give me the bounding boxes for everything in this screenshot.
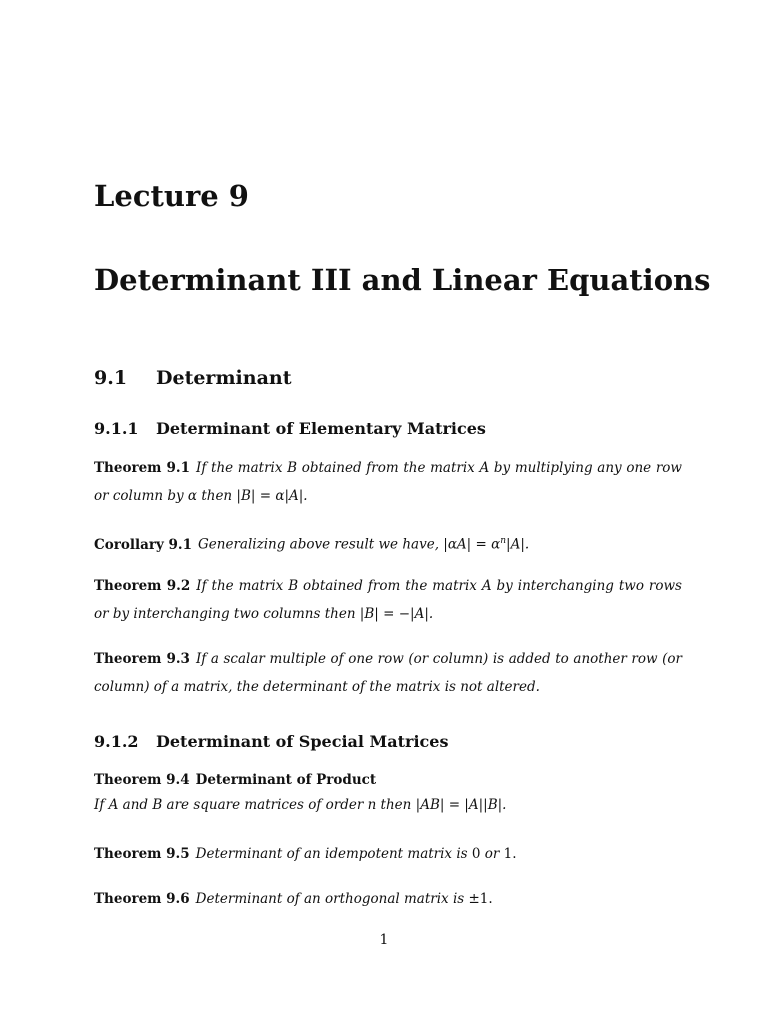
corollary-9-1 — [94, 527, 682, 559]
theorem-label: Theorem 9.3 — [94, 651, 190, 667]
section-number: 9.1 — [94, 367, 128, 389]
subsection-title: Determinant of Special Matrices — [156, 732, 449, 751]
subsection-number: 9.1.2 — [94, 732, 139, 751]
section-heading — [94, 365, 291, 391]
theorem-text: If the matrix B obtained from the matrix A by interchanging two rows or by interchanging two columns then |B| = −|A|. — [94, 578, 682, 622]
subsection-heading-2 — [94, 731, 448, 753]
theorem-text: If a scalar multiple of one row (or column) is added to another row (or column) of a matrix, the determinant of the matrix is not altered. — [94, 651, 682, 695]
corollary-text-end: |A|. — [506, 536, 530, 553]
theorem-value: 1 — [503, 846, 513, 862]
theorem-label: Theorem 9.5 — [94, 846, 190, 862]
theorem-text: If A and B are square matrices of order n then |AB| = |A||B|. — [94, 797, 507, 813]
theorem-9-3 — [94, 645, 682, 701]
theorem-or: or — [484, 846, 500, 862]
theorem-label: Theorem 9.6 — [94, 891, 190, 907]
theorem-9-6 — [94, 885, 682, 913]
page-title: Determinant III and Linear Equations — [94, 263, 711, 297]
theorem-value: ±1 — [468, 891, 489, 907]
theorem-label: Theorem 9.4 — [94, 772, 190, 788]
theorem-heading-line — [94, 768, 682, 792]
theorem-label: Theorem 9.2 — [94, 578, 191, 594]
theorem-9-2 — [94, 572, 682, 628]
subsection-heading-1 — [94, 418, 486, 440]
page-number: 1 — [379, 932, 389, 948]
theorem-text: Determinant of an orthogonal matrix is — [195, 891, 465, 907]
theorem-end: . — [488, 891, 493, 907]
section-title: Determinant — [156, 367, 292, 389]
corollary-superscript: n — [500, 536, 507, 546]
theorem-9-1 — [94, 454, 682, 510]
theorem-value: 0 — [471, 846, 481, 862]
theorem-9-5 — [94, 840, 682, 868]
theorem-text: Determinant of an idempotent matrix is — [195, 846, 468, 862]
lecture-heading: Lecture 9 — [94, 179, 249, 213]
subsection-number: 9.1.1 — [94, 419, 139, 438]
corollary-label: Corollary 9.1 — [94, 536, 193, 553]
theorem-end: . — [512, 846, 517, 862]
theorem-text: If the matrix B obtained from the matrix A by multiplying any one row or column by α then |B| = α|A|. — [94, 460, 682, 504]
corollary-text: Generalizing above result we have, |αA| = α — [198, 536, 501, 553]
theorem-heading: Determinant of Product — [195, 772, 377, 788]
theorem-label: Theorem 9.1 — [94, 460, 191, 476]
theorem-9-4 — [94, 768, 682, 818]
subsection-title: Determinant of Elementary Matrices — [156, 419, 486, 438]
